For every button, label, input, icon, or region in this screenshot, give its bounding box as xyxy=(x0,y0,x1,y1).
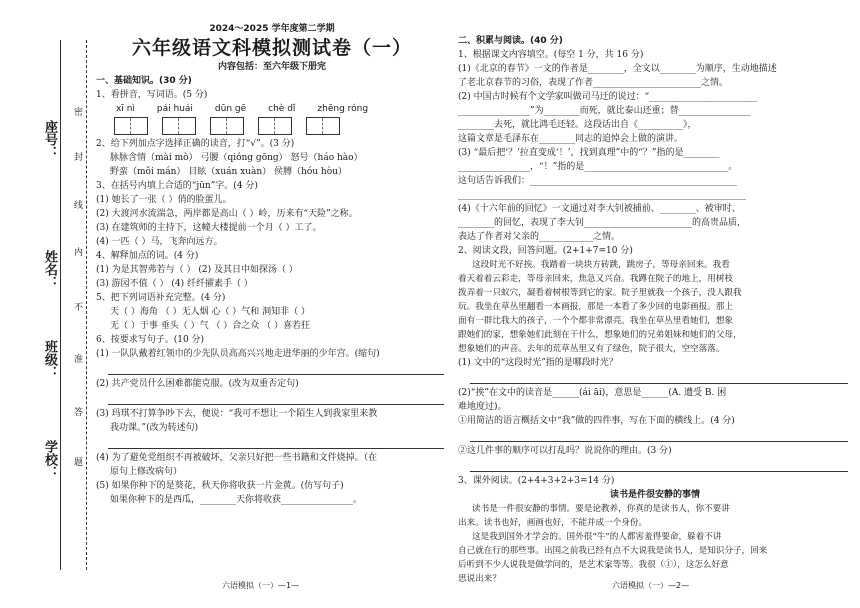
question-line: ________的回忆，表现了李大钊________________________的高贵品质， xyxy=(458,218,747,228)
section-heading: 一、基础知识。(30 分) xyxy=(96,76,192,86)
question-line: (3) 玛琪不打算争吵下去，便说：“我可不想让一个陌生人到我家里来教 xyxy=(96,409,378,419)
question-line: (3) “最后把‘？’拉直变成‘！’，找到真理”中的“？”指的是________ xyxy=(458,148,720,158)
question-line: 原句上修改病句） xyxy=(110,467,183,477)
question-line: 了老北京春节的习俗，表现了作者________________________之情。 xyxy=(458,78,729,88)
writing-box[interactable] xyxy=(210,117,244,135)
right-page xyxy=(458,34,852,586)
question-line: 3、课外阅读。(2+4+3+2+3=14 分) xyxy=(458,476,615,486)
seal-char: 不 xyxy=(74,303,84,313)
question-line: 2、给下列加点字选择正确的读音，打“√”。(3 分) xyxy=(96,139,295,149)
question-line: (4) 为了避免党组织不再被破坏，父亲只好把一些书籍和文件烧掉。（在 xyxy=(96,453,378,463)
pinyin-row xyxy=(96,102,448,116)
question-line: ②这几件事的顺序可以打乱吗？说说你的理由。(3 分) xyxy=(458,446,672,456)
seal-char: 内 xyxy=(74,248,84,258)
seal-char: 封 xyxy=(74,153,84,163)
seal-char: 密 xyxy=(74,108,84,118)
seal-char: 线 xyxy=(74,201,84,211)
answer-line: 野蛮（mǒi mán） 目眩（xuán xuàn） 侯膊（hóu hòu） xyxy=(110,167,347,177)
passage-line: 读书是一件很安静的事情。要是论教养，你真的是读书人，你不要讲 xyxy=(472,504,730,514)
page-subtitle: 内容包括：至六年级下册完 xyxy=(217,62,326,72)
fill-line xyxy=(60,40,61,570)
pinyin: chè dǐ xyxy=(268,104,296,114)
question-line: 6、按要求写句子。(10 分) xyxy=(96,335,205,345)
page-footer: 六语模拟（一）—1— xyxy=(222,581,300,590)
question-line: 这句话告诉我们：______________________________________________ xyxy=(458,176,738,186)
question-line: (1) 一队队戴着红领巾的少先队员高高兴兴地走进华丽的少年宫。(缩句) xyxy=(96,349,380,359)
passage-line: 拨弄着一只蚁穴，凝看着树根等到它的家。院子里就我一个孩子，没人跟我 xyxy=(458,288,742,298)
writing-box-row xyxy=(96,117,448,135)
pinyin: xī nì xyxy=(116,104,135,114)
seal-char: 准 xyxy=(74,355,84,365)
school-label: 学校： xyxy=(42,440,57,479)
question-line: 表达了作者对父亲的____________之情。 xyxy=(458,232,621,242)
seat-number-label: 座号： xyxy=(42,120,57,159)
question-line: 5、把下列词语补充完整。(4 分) xyxy=(96,293,226,303)
seal-char: 题 xyxy=(74,458,84,468)
question-line: (2) 大渡河水流湍急，两岸都是高山（ ）岭，历来有“天险”之称。 xyxy=(96,209,358,219)
class-label: 班级： xyxy=(42,340,57,379)
passage-line: 想象她们的声音。去年的荒草丛里又有了绿色，院子很大，空空落落。 xyxy=(458,344,725,354)
writing-box[interactable] xyxy=(258,117,292,135)
question-line: (3) 游园不值（ ） (4) 纤纤擢素手（ ） xyxy=(96,279,253,289)
binding-margin xyxy=(0,0,92,608)
writing-box[interactable] xyxy=(114,117,148,135)
seal-line xyxy=(86,40,87,570)
question-line: 3、在括号内填上合适的“jūn”字。(4 分) xyxy=(96,181,258,191)
question-line: (1)《北京的春节》一文的作者是________，全文以________为顺序，生动地描述 xyxy=(458,64,777,74)
page-title: 六年级语文科模拟测试卷（一） xyxy=(131,37,412,59)
seal-char: 答 xyxy=(74,408,84,418)
question-line: 我功课。”(改为转述句) xyxy=(110,423,199,433)
passage-title: 读书是件很安静的事情 xyxy=(609,490,700,500)
passage-line: 着天着着云彩走，等母亲回来，焦急又兴奋。我蹲在院子的地上，用树枝 xyxy=(458,274,734,284)
passage-line: 跟她们的家，想象她们此刻在干什么，想象她们的兄弟姐妹和她们的父母， xyxy=(458,330,742,340)
question-line: 2、阅读文段，回答问题。(2+1+7=10 分) xyxy=(458,246,633,256)
passage-line: 玩。我坐在草丛里翻看一本画报，那是一本看了多少回的电影画报。那上 xyxy=(458,302,734,312)
pinyin: dūn gē xyxy=(214,104,247,114)
passage-line: 自己就在行的那些事。出国之前我已经有点不大说我是读书人，是知识分子，回来 xyxy=(458,546,768,556)
passage-line: 思说出来？ xyxy=(458,574,501,584)
question-line: ________________，“！”指的是________________________________。 xyxy=(458,162,738,172)
question-line: (1) 文中的“这段时光”指的是哪段时光？ xyxy=(458,358,618,368)
question-line: 无（ ）于事 垂头（ ）气 （ ）合之众 （ ）喜若狂 xyxy=(110,321,311,331)
answer-blank[interactable] xyxy=(108,435,444,449)
question-line: (2) 共产党员什么困难都能克服。(改为双重否定句) xyxy=(96,379,299,389)
student-name-label: 姓名： xyxy=(42,250,57,289)
answer-blank[interactable] xyxy=(108,391,444,405)
question-line: (2) 中国古时候有个文学家叫做司马迁的说过：“________________________ xyxy=(458,92,758,102)
writing-box[interactable] xyxy=(306,117,340,135)
pinyin: zhēng róng xyxy=(317,104,369,114)
school-year: 2024～2025 学年度第二学期 xyxy=(209,24,335,34)
passage-line: 这是我到国外才学会的。国外很“牛”的人都害羞得要命，躲着不讲 xyxy=(472,532,722,542)
passage-line: 这段时光不好挨。我踏着一块块方砖跳，跳房子，等母亲回来。我看 xyxy=(472,260,730,270)
answer-line: 脉脉含情（mài mò） 弓腰（qióng gōng） 怒号（háo hào） xyxy=(110,153,363,163)
passage-line: 后听到不少人说我是做学问的，是艺术家等等。我很（①），这怎么好意 xyxy=(458,560,729,570)
answer-blank[interactable] xyxy=(470,370,848,384)
question-line: (5) 如果你种下的是葵花，秋天你将收获一片金黄。(仿写句子) xyxy=(96,481,344,491)
question-line: 4、解释加点的词。(4 分) xyxy=(96,251,199,261)
question-line: (2)“挨”在文中的读音是______(ái āi)，意思是______(A. 遭受 B. 困 xyxy=(458,388,727,398)
question-line: ①用简洁的语言概括文中“我”做的四件事，写在下面的横线上。(4 分) xyxy=(458,416,735,426)
question-line: 1、看拼音，写词语。(5 分) xyxy=(96,90,208,100)
question-line: 这篇文章是毛泽东在________同志的追悼会上做的演讲。 xyxy=(458,134,684,144)
section-heading: 二、积累与阅读。(40 分) xyxy=(458,36,563,46)
answer-blank[interactable] xyxy=(108,361,444,375)
question-line: (4) 一匹（ ）马，飞奔向远方。 xyxy=(96,237,223,247)
question-line: 难地度过)。 xyxy=(458,402,507,412)
question-line: ________________”为________而死，就比泰山还重；替________________ xyxy=(458,106,751,116)
question-line: 1、根据课文内容填空。(每空 1 分，共 16 分) xyxy=(458,50,644,60)
question-line: (3) 在建筑师的主持下，这幢大楼提前一个月（ ）工了。 xyxy=(96,223,322,233)
left-page xyxy=(96,22,448,507)
pinyin: pái huái xyxy=(156,104,193,114)
question-line: ________去死，就比鸿毛还轻。这段话出自《__________》， xyxy=(458,120,697,130)
question-line: (1) 为是其智弗若与（ ） (2) 及其日中如探汤（ ） xyxy=(96,265,298,275)
answer-blank[interactable] xyxy=(470,428,848,442)
writing-box[interactable] xyxy=(162,117,196,135)
question-line: ________________________________________________________________ xyxy=(458,190,746,200)
question-line: 如果你种下的是西瓜，________天你将收获________________。 xyxy=(110,495,363,505)
question-line: 天（ ）海角 （ ）无人烟 心（ ）气和 洞知非（ ） xyxy=(110,307,311,317)
question-line: (1) 她长了一张（ ）俏的脸蛋儿。 xyxy=(96,195,232,205)
passage-line: 出来。读书也好，画画也好，不能并成一个身份。 xyxy=(458,518,648,528)
passage-line: 面有一群比我大的孩子，一个个都非常漂亮。我坐在草丛里看她们，想象 xyxy=(458,316,734,326)
page-footer: 六语模拟（一）—2— xyxy=(612,581,690,590)
answer-blank[interactable] xyxy=(470,458,848,472)
question-line: (4)《十六年前的回忆》一文通过对李大钊被捕前、________、被审时、 xyxy=(458,204,741,214)
